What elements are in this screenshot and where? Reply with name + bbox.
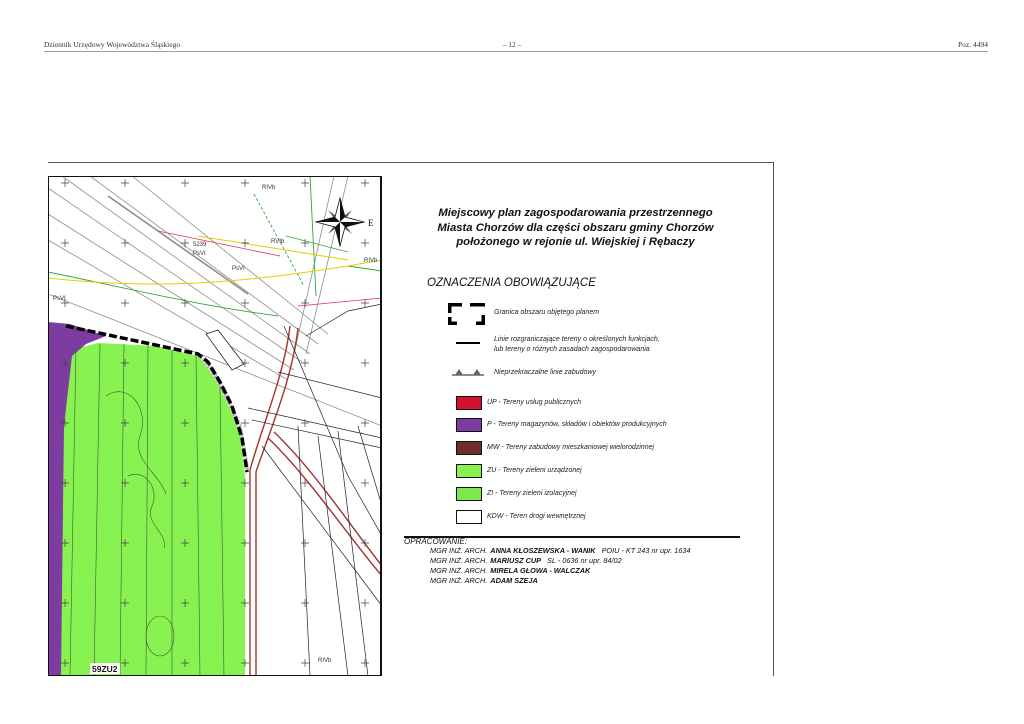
parcel-label: RIVb	[262, 185, 276, 191]
compass-letter: E	[368, 218, 374, 228]
author-name: MARIUSZ CUP	[490, 556, 541, 565]
legend-zone-label: KDW - Teren drogi wewnętrznej	[487, 513, 586, 520]
swatch-p	[456, 418, 482, 432]
author-title: MGR INŻ. ARCH.	[430, 546, 488, 555]
building-line-triangle	[473, 369, 481, 375]
author-line	[430, 546, 691, 556]
plan-title	[405, 206, 746, 250]
dashed-boundary-icon	[448, 303, 485, 325]
author-license: SL - 0636 nr upr. 84/02	[546, 556, 622, 565]
legend-zone-label: ZI - Tereny zieleni izolacyjnej	[487, 490, 577, 497]
parcel-label: 5239	[193, 242, 207, 248]
header-divider	[44, 51, 988, 52]
legend-zone-label: P - Tereny magazynów, składów i obiektów produkcyjnych	[487, 421, 667, 428]
author-name: ANNA KŁOSZEWSKA - WANIK	[490, 546, 596, 555]
parcel-label: RIVb	[318, 658, 332, 664]
author-line	[430, 556, 622, 566]
credits-heading: OPRACOWANIE:	[404, 537, 467, 546]
building-line-icon	[452, 367, 484, 377]
legend-building-line-label: Nieprzekraczalne linie zabudowy	[494, 369, 596, 376]
author-line	[430, 576, 538, 586]
zone-label: 59ZU2	[92, 664, 118, 674]
author-name: MIRELA GŁOWA - WALCZAK	[490, 566, 591, 575]
zoning-map	[48, 176, 382, 676]
parcel-label: PsVI	[193, 251, 206, 257]
legend-dividing-lines-label: Linie rozgraniczające tereny o określonych funkcjach,	[494, 336, 660, 343]
page-number: – 12 –	[502, 40, 522, 49]
plan-title-line: położonego w rejonie ul. Wiejskiej i Rębaczy	[456, 236, 695, 248]
journal-name: Dziennik Urzędowy Województwa Śląskiego	[44, 40, 181, 49]
legend-zone-label: UP - Tereny usług publicznych	[487, 399, 582, 406]
parcel-label: PsVI	[53, 296, 66, 302]
author-name: ADAM SZEJA	[490, 576, 538, 585]
legend-heading: OZNACZENIA OBOWIĄZUJĄCE	[427, 277, 596, 289]
frame-top-border	[48, 162, 773, 163]
legend-zone-label: MW - Tereny zabudowy mieszkaniowej wielorodzinnej	[487, 444, 655, 451]
frame-right-border	[773, 162, 774, 676]
swatch-zu	[456, 464, 482, 478]
swatch-kdw	[456, 510, 482, 524]
swatch-mw	[456, 441, 482, 455]
author-title: MGR INŻ. ARCH.	[430, 576, 488, 585]
author-title: MGR INŻ. ARCH.	[430, 556, 488, 565]
legend-dividing-lines-label: lub tereny o różnych zasadach zagospodarowania	[494, 346, 650, 353]
legend-boundary-label: Granica obszaru objętego planem	[494, 309, 600, 316]
swatch-zi	[456, 487, 482, 501]
zone-zu-area	[58, 343, 245, 676]
parcel-label: RIVb	[364, 258, 378, 264]
position-number: Poz. 4494	[958, 40, 988, 49]
parcel-label: RVIb	[271, 239, 285, 245]
plan-title-line: Miejscowy plan zagospodarowania przestrzennego	[438, 207, 713, 219]
solid-line-icon	[456, 342, 480, 344]
swatch-up	[456, 396, 482, 410]
building-line-triangle	[455, 369, 463, 375]
author-license: POIU - KT 243 nr upr. 1634	[601, 546, 691, 555]
author-title: MGR INŻ. ARCH.	[430, 566, 488, 575]
plan-title-line: Miasta Chorzów dla części obszaru gminy Chorzów	[437, 221, 714, 234]
author-line	[430, 566, 590, 576]
parcel-label: PsVI	[232, 266, 245, 272]
legend-zone-label: ZU - Tereny zieleni urządzonej	[487, 467, 582, 474]
